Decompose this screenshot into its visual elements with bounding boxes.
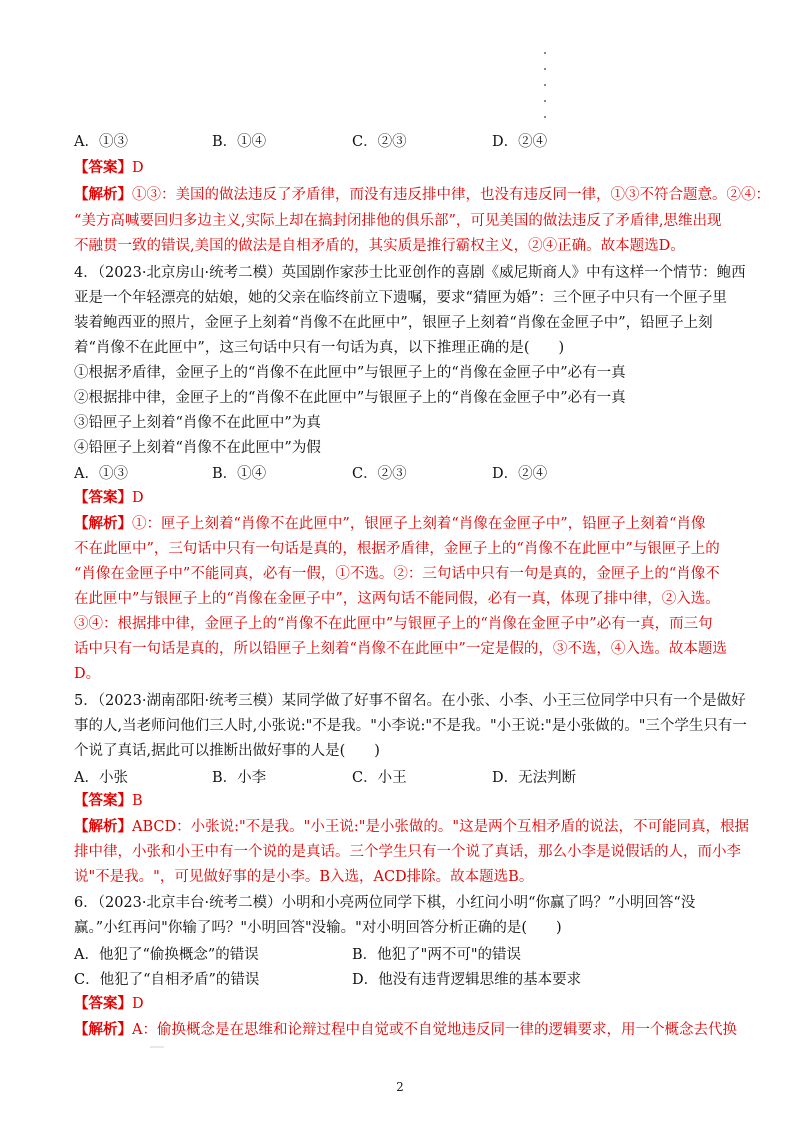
q4-option-d: D．②④ <box>492 466 548 482</box>
q5-option-c: C．小王 <box>352 770 407 786</box>
analysis-tag: 【解析】 <box>74 515 132 532</box>
q4-analysis-line: D。 <box>74 666 101 682</box>
q4-answer <box>74 488 144 508</box>
q4-analysis-line: 在此匣中”与银匣子上的“肖像在金匣子中”，这两句话不能同假，必有一真，体现了排中律，②入选。 <box>74 591 720 607</box>
q5-analysis-line: 【解析】ABCD：小张说:"不是我。"小王说:"是小张做的。"这是两个互相矛盾的说法，不可能同真，根据 <box>74 818 750 835</box>
prev-analysis-line: “美方高喊要回归多边主义,实际上却在搞封闭排他的俱乐部”，可见美国的做法违反了矛盾律,思维出现 <box>74 213 722 229</box>
decorative-dots <box>544 52 548 132</box>
q6-option-b: B．他犯了"两不可"的错误 <box>352 947 521 963</box>
q4-analysis-line: 【解析】①：匣子上刻着“肖像不在此匣中”，银匣子上刻着“肖像在金匣子中”，铅匣子上刻着“肖像 <box>74 515 706 532</box>
answer-value: D <box>132 490 144 506</box>
analysis-tag: 【解析】 <box>74 818 132 835</box>
q4-stem-line: 装着鲍西亚的照片，金匣子上刻着“肖像不在此匣中”，银匣子上刻着“肖像在金匣子中”，铅匣子上刻 <box>74 315 713 331</box>
q4-analysis-line: ③④：根据排中律，金匣子上的“肖像不在此匣中”与银匣子上的“肖像在金匣子中”必有一真，而三句 <box>74 616 713 632</box>
q4-statement: ③铅匣子上刻着“肖像不在此匣中”为真 <box>74 415 321 431</box>
q4-analysis-line: “肖像在金匣子中”不能同真，必有一假，①不选。②：三句话中只有一句是真的，金匣子上的“肖像不 <box>74 566 720 582</box>
answer-value: D <box>132 996 144 1012</box>
answer-value: D <box>132 160 144 176</box>
q5-stem-line: 事的人,当老师问他们三人时,小张说:"不是我。"小李说:"不是我。"小王说:"是小张做的。"三个学生只有一 <box>74 718 747 734</box>
q5-option-b: B．小李 <box>212 770 267 786</box>
q5-analysis-line: 排中律，小张和小王中有一个说的是真话。三个学生只有一个说了真话，那么小李是说假话的人，而小李 <box>74 844 741 860</box>
answer-tag: 【答案】 <box>74 159 132 176</box>
q4-option-a: A．①③ <box>74 466 128 482</box>
q6-option-a: A．他犯了“偷换概念”的错误 <box>74 947 259 963</box>
q5-stem-line: 个说了真话,据此可以推断出做好事的人是( ) <box>74 743 380 759</box>
answer-tag: 【答案】 <box>74 792 132 809</box>
q6-stem-line: 6．（2023·北京丰台·统考二模）小明和小亮两位同学下棋，小红问小明“你赢了吗？”小明回答“没 <box>74 895 696 911</box>
prev-option-b: B．①④ <box>212 134 267 150</box>
analysis-tag: 【解析】 <box>74 1021 132 1038</box>
answer-tag: 【答案】 <box>74 995 132 1012</box>
page-number: 2 <box>396 1080 404 1094</box>
q5-answer <box>74 791 143 811</box>
prev-option-a: A．①③ <box>74 134 128 150</box>
prev-analysis-line: 不融贯一致的错误,美国的做法是自相矛盾的，其实质是推行霸权主义，②④正确。故本题选D。 <box>74 238 685 254</box>
q6-stem-line: 赢。”小红再问"你输了吗？"小明回答"没输。"对小明回答分析正确的是( ) <box>74 920 562 936</box>
prev-option-d: D．②④ <box>492 134 548 150</box>
q5-analysis-line: 说"不是我。"，可见做好事的是小李。B入选，ACD排除。故本题选B。 <box>74 869 534 885</box>
analysis-tag: 【解析】 <box>74 186 132 203</box>
prev-analysis-line: 【解析】①③：美国的做法违反了矛盾律，而没有违反排中律，也没有违反同一律，①③不符合题意。②④： <box>74 186 770 203</box>
q6-option-c: C．他犯了“自相矛盾”的错误 <box>74 972 260 988</box>
q4-statement: ②根据排中律，金匣子上的“肖像不在此匣中”与银匣子上的“肖像在金匣子中”必有一真 <box>74 390 626 406</box>
q4-option-b: B．①④ <box>212 466 267 482</box>
q6-option-d: D．他没有违背逻辑思维的基本要求 <box>352 972 582 988</box>
faint-mark <box>150 1046 164 1048</box>
q6-analysis-line: 【解析】A：偷换概念是在思维和论辩过程中自觉或不自觉地违反同一律的逻辑要求，用一个概念去代换 <box>74 1021 737 1038</box>
q4-stem-line: 着“肖像不在此匣中”，这三句话中只有一句话为真，以下推理正确的是( ) <box>74 340 565 356</box>
answer-tag: 【答案】 <box>74 489 132 506</box>
q4-statement: ④铅匣子上刻着“肖像不在此匣中”为假 <box>74 440 321 456</box>
q5-stem-line: 5．（2023·湖南邵阳·统考三模）某同学做了好事不留名。在小张、小李、小王三位同学中只有一个是做好 <box>74 693 746 709</box>
prev-answer <box>74 158 144 178</box>
q4-analysis-line: 话中只有一句话是真的，所以铅匣子上刻着“肖像不在此匣中”一定是假的，③不选，④入选。故本题选 <box>74 641 727 657</box>
prev-option-c: C．②③ <box>352 134 407 150</box>
q4-stem-line: 亚是一个年轻漂亮的姑娘，她的父亲在临终前立下遗嘱，要求“猜匣为婚”：三个匣子中只有一个匣子里 <box>74 290 727 306</box>
q4-statement: ①根据矛盾律，金匣子上的“肖像不在此匣中”与银匣子上的“肖像在金匣子中”必有一真 <box>74 365 626 381</box>
q6-answer <box>74 994 144 1014</box>
q5-option-a: A．小张 <box>74 770 128 786</box>
q5-option-d: D．无法判断 <box>492 770 577 786</box>
q4-stem-line: 4．（2023·北京房山·统考二模）英国剧作家莎士比亚创作的喜剧《威尼斯商人》中有这样一个情节：鲍西 <box>74 265 746 281</box>
answer-value: B <box>132 793 143 809</box>
q4-option-c: C．②③ <box>352 466 407 482</box>
q4-analysis-line: 不在此匣中”，三句话中只有一句话是真的，根据矛盾律，金匣子上的“肖像不在此匣中”与银匣子上的 <box>74 541 720 557</box>
